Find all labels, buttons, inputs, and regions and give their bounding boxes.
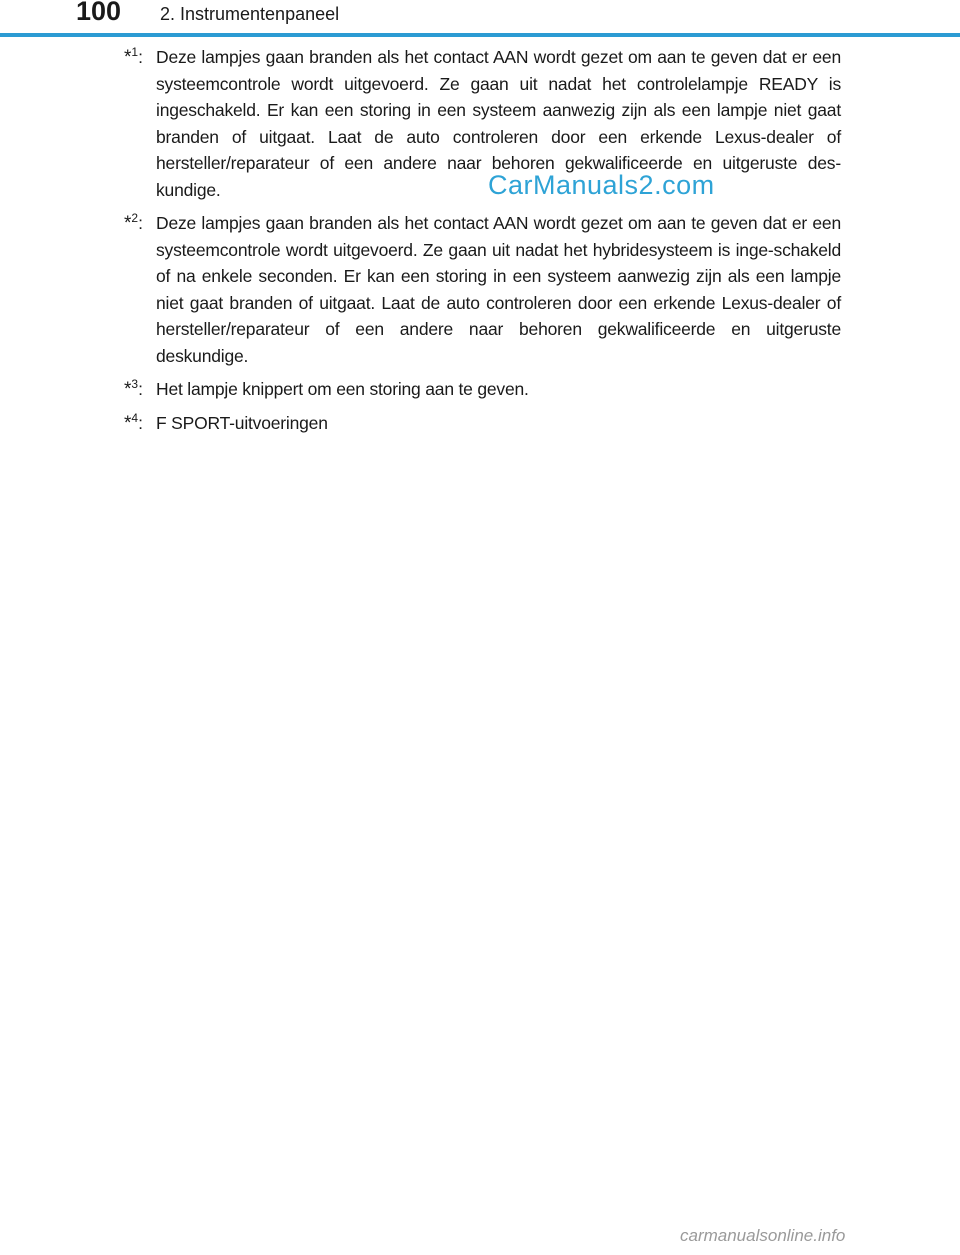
footnote-3 bbox=[0, 376, 960, 403]
footnote-2 bbox=[0, 210, 960, 369]
footnote-text: Deze lampjes gaan branden als het contact AAN wordt gezet om aan te geven dat er een systeemcontrole wordt uitgevoerd. Ze gaan uit nadat het hybridesysteem is inge-schakeld of na enkele seconden. Er kan een storing in een systeem aanwezig zijn als een lampje niet gaat branden of uitgaat. Laat de auto controleren door een erkende Lexus-dealer of hersteller/reparateur of een andere naar behoren gekwalificeerde en uitgeruste deskundige. bbox=[156, 213, 841, 366]
footnote-marker: *$^1$: bbox=[124, 45, 143, 68]
footnote-1 bbox=[0, 44, 960, 203]
watermark-logo: CarManuals2.com bbox=[488, 170, 715, 200]
header-divider bbox=[0, 33, 960, 37]
footnote-number: 4 bbox=[131, 410, 139, 425]
footnote-text: Deze lampjes gaan branden als het contact AAN wordt gezet om aan te geven dat er een systeemcontrole wordt uitgevoerd. Ze gaan uit nadat het controlelampje READY is ingeschakeld. Er kan een storing in een systeem aanwezig zijn als een lampje niet gaat branden of uitgaat. Laat de auto controleren door een erkende Lexus-dealer of hersteller/reparateur of een andere naar behoren gekwalificeerde en uitgeruste des-kundige. bbox=[156, 47, 841, 200]
footnote-number: 1 bbox=[131, 45, 139, 59]
footnote-number: 2 bbox=[131, 211, 139, 225]
footnote-star: * bbox=[124, 412, 132, 434]
footnote-text: F SPORT-uitvoeringen bbox=[156, 412, 328, 433]
page-number: 100 bbox=[76, 0, 122, 26]
page-header bbox=[0, 0, 960, 40]
footer-watermark: carmanualsonline.info bbox=[680, 1226, 846, 1245]
footnote-star: * bbox=[124, 379, 132, 400]
footnote-list bbox=[0, 44, 960, 443]
footnote-text: Het lampje knippert om een storing aan te geven. bbox=[156, 379, 529, 399]
footnote-star: * bbox=[124, 213, 132, 234]
footnote-marker: *$^4$: bbox=[124, 410, 143, 434]
footnote-star: * bbox=[124, 47, 132, 68]
chapter-title: 2. Instrumentenpaneel bbox=[160, 4, 340, 24]
footnote-number: 3 bbox=[131, 377, 139, 391]
footnote-marker: *$^3$: bbox=[124, 377, 143, 400]
footnote-4 bbox=[0, 410, 960, 437]
footnote-marker: *$^2$: bbox=[124, 211, 143, 234]
